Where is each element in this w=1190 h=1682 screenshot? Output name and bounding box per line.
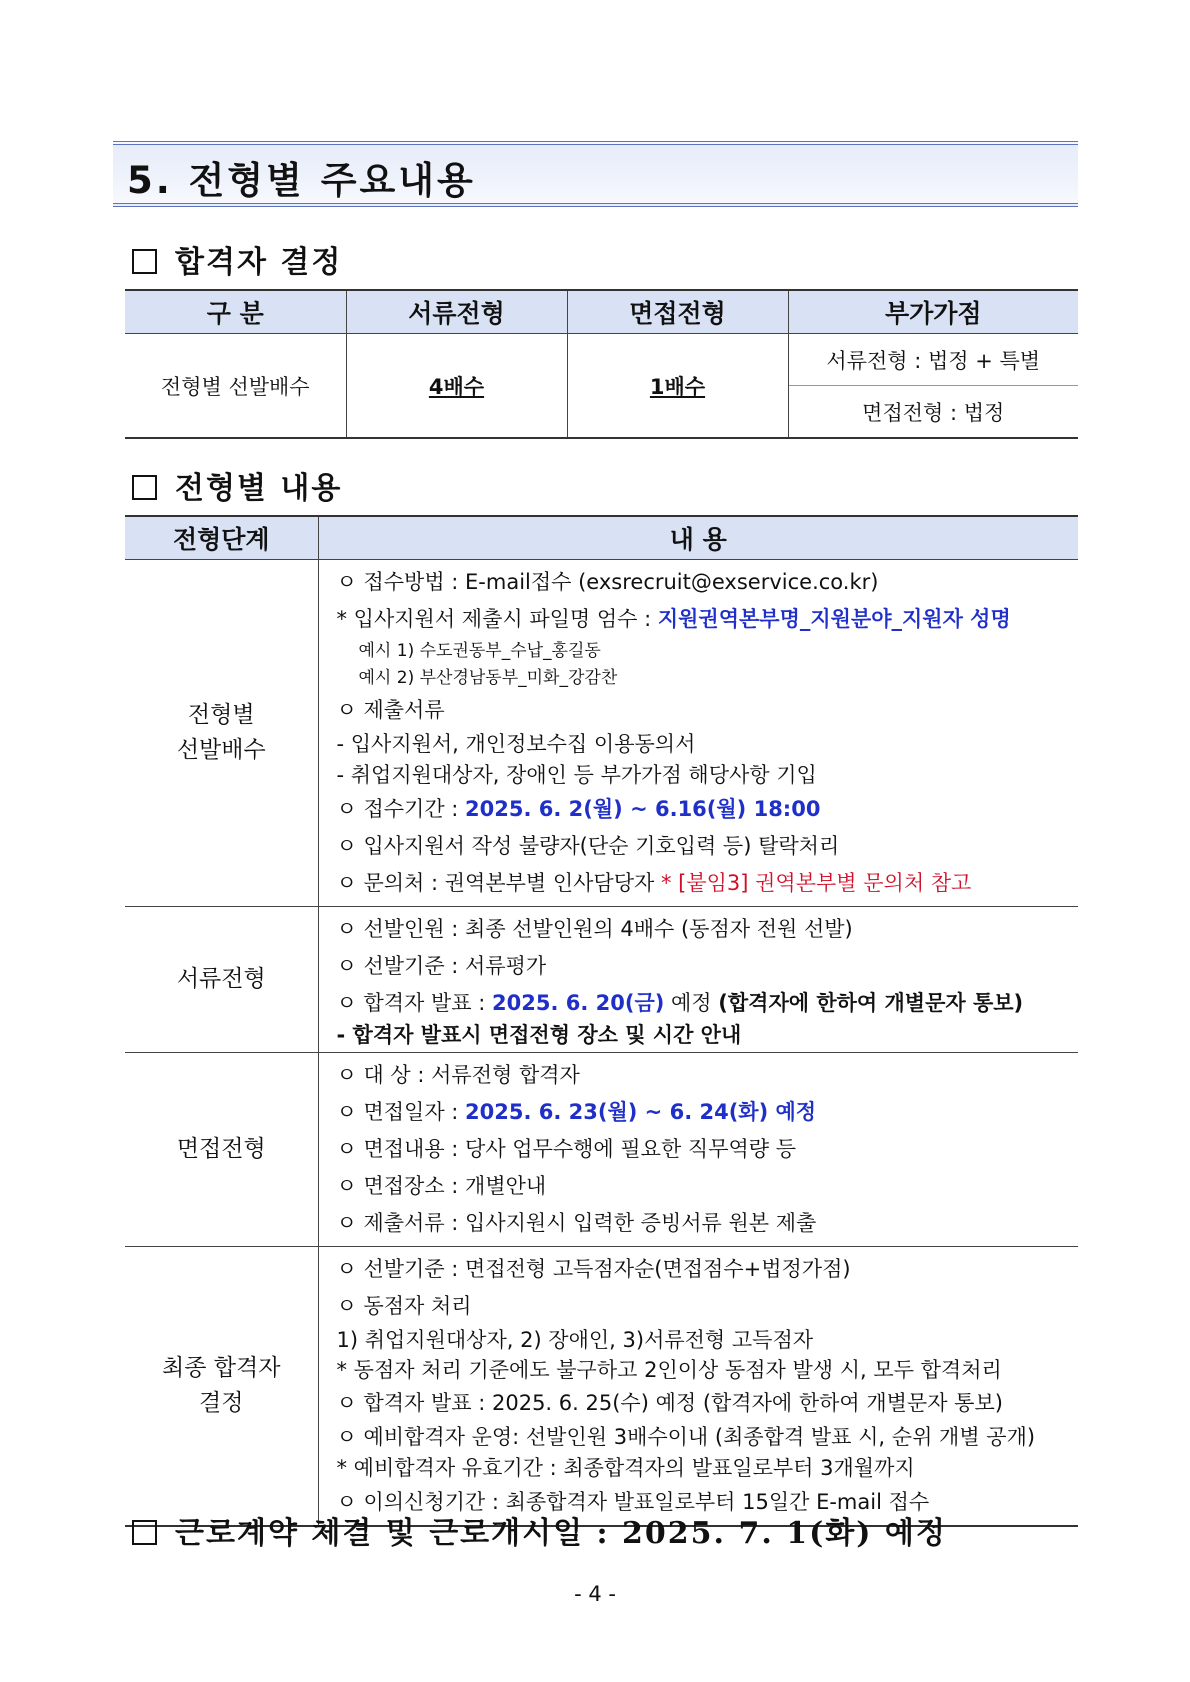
interview-multiple: 1배수	[649, 374, 706, 399]
section-title: 5. 전형별 주요내용	[127, 159, 476, 202]
stage1-label-b: 선발배수	[176, 737, 266, 763]
header-doc: 서류전형	[346, 290, 567, 334]
stage3-line-2b: 2025. 6. 23(월) ~ 6. 24(화) 예정	[465, 1100, 817, 1124]
checkbox-icon	[132, 249, 157, 274]
contract-line-text: 근로계약 체결 및 근로개시일 : 2025. 7. 1(화) 예정	[175, 1516, 947, 1551]
stage2-content	[318, 907, 1078, 1053]
stage1-line-9: ㅇ 입사지원서 작성 불량자(단순 기호입력 등) 탈락처리	[336, 834, 840, 858]
content-heading	[132, 463, 342, 507]
contract-line	[132, 1508, 947, 1552]
stage3-line-5: ㅇ 제출서류 : 입사지원시 입력한 증빙서류 원본 제출	[336, 1211, 817, 1235]
stage3-line-2	[337, 1094, 1079, 1131]
stage1-line-10	[337, 865, 1079, 902]
stage4-line-2: ㅇ 동점자 처리	[336, 1294, 472, 1318]
stage1-line-7: - 취업지원대상자, 장애인 등 부가가점 해당사항 기입	[336, 763, 817, 787]
content-table	[125, 515, 1078, 1527]
stage1-line-5: ㅇ 제출서류	[336, 698, 445, 722]
stage4-line-1: ㅇ 선발기준 : 면접전형 고득점자순(면접점수+법정가점)	[336, 1257, 851, 1281]
checkbox-icon	[132, 1520, 157, 1545]
header-content: 내 용	[318, 516, 1078, 560]
stage1-line-3: 예시 1) 수도권동부_수납_홍길동	[358, 641, 601, 661]
stage4-content	[318, 1247, 1078, 1527]
stage-label-1	[125, 560, 318, 907]
stage4-line-8: ㅇ 이의신청기간 : 최종합격자 발표일로부터 15일간 E-mail 접수	[336, 1490, 930, 1514]
header-interview: 면접전형	[567, 290, 788, 334]
stage2-line-2: ㅇ 선발기준 : 서류평가	[336, 954, 547, 978]
stage4-line-3: 1) 취업지원대상자, 2) 장애인, 3)서류전형 고득점자	[336, 1328, 814, 1352]
stage1-line-4: 예시 2) 부산경남동부_미화_강감찬	[358, 668, 618, 688]
stage3-content	[318, 1053, 1078, 1247]
stage3-line-2a: ㅇ 면접일자 :	[336, 1100, 466, 1124]
header-addon: 부가가점	[788, 290, 1078, 334]
stage4-label-a: 최종 합격자	[162, 1355, 281, 1381]
stage4-line-4: * 동점자 처리 기준에도 불구하고 2인이상 동점자 발생 시, 모두 합격처리	[336, 1358, 1002, 1382]
stage1-line-6: - 입사지원서, 개인정보수집 이용동의서	[336, 732, 696, 756]
stage3-line-1: ㅇ 대 상 : 서류전형 합격자	[336, 1063, 580, 1087]
stage2-line-1: ㅇ 선발인원 : 최종 선발인원의 4배수 (동점자 전원 선발)	[336, 917, 853, 941]
stage2-line-3a: ㅇ 합격자 발표 :	[336, 991, 492, 1015]
header-category: 구 분	[125, 290, 346, 334]
decision-heading-text: 합격자 결정	[175, 245, 343, 280]
page-number: - 4 -	[574, 1582, 616, 1606]
stage2-line-4: - 합격자 발표시 면접전형 장소 및 시간 안내	[336, 1023, 742, 1047]
stage4-label-b: 결정	[199, 1390, 244, 1416]
stage1-line-10a: ㅇ 문의처 : 권역본부별 인사담당자	[336, 871, 661, 895]
decision-table	[125, 289, 1078, 439]
stage1-line-8	[337, 791, 1079, 828]
stage1-line-2a: * 입사지원서 제출시 파일명 엄수 :	[336, 607, 658, 631]
stage1-line-10b: * [붙임3] 권역본부별 문의처 참고	[660, 871, 972, 895]
addon-interview: 면접전형 : 법정	[788, 386, 1078, 439]
stage-label-2: 서류전형	[125, 907, 318, 1053]
addon-doc: 서류전형 : 법정 + 특별	[788, 334, 1078, 386]
row-label: 전형별 선발배수	[125, 334, 346, 439]
content-heading-text: 전형별 내용	[175, 471, 343, 506]
stage2-line-3d: (합격자에 한하여 개별문자 통보)	[718, 991, 1024, 1015]
doc-multiple: 4배수	[428, 374, 485, 399]
stage4-line-6: ㅇ 예비합격자 운영: 선발인원 3배수이내 (최종합격 발표 시, 순위 개별 공개)	[336, 1425, 1036, 1449]
stage4-line-7: * 예비합격자 유효기간 : 최종합격자의 발표일로부터 3개월까지	[336, 1456, 915, 1480]
checkbox-icon	[132, 475, 157, 500]
stage3-line-4: ㅇ 면접장소 : 개별안내	[336, 1174, 547, 1198]
stage1-line-2	[337, 601, 1079, 638]
stage1-line-1: ㅇ 접수방법 : E-mail접수 (exsrecruit@exservice.co.kr)	[336, 570, 879, 594]
stage1-line-8a: ㅇ 접수기간 :	[336, 797, 466, 821]
stage3-line-3: ㅇ 면접내용 : 당사 업무수행에 필요한 직무역량 등	[336, 1137, 797, 1161]
interview-multiple-cell	[567, 334, 788, 439]
stage1-line-2b: 지원권역본부명_지원분야_지원자 성명	[657, 607, 1011, 631]
stage2-line-3b: 2025. 6. 20(금)	[492, 991, 665, 1015]
stage4-line-5: ㅇ 합격자 발표 : 2025. 6. 25(수) 예정 (합격자에 한하여 개별문자 통보)	[336, 1391, 1003, 1415]
stage-label-4	[125, 1247, 318, 1527]
header-stage: 전형단계	[125, 516, 318, 560]
stage1-label-a: 전형별	[187, 702, 255, 728]
stage2-line-3	[337, 985, 1079, 1022]
section-header	[113, 141, 1078, 207]
stage1-content	[318, 560, 1078, 907]
stage2-line-3c: 예정	[664, 991, 719, 1015]
decision-heading	[132, 237, 342, 281]
stage-label-3: 면접전형	[125, 1053, 318, 1247]
doc-multiple-cell	[346, 334, 567, 439]
stage1-line-8b: 2025. 6. 2(월) ~ 6.16(월) 18:00	[465, 797, 821, 821]
